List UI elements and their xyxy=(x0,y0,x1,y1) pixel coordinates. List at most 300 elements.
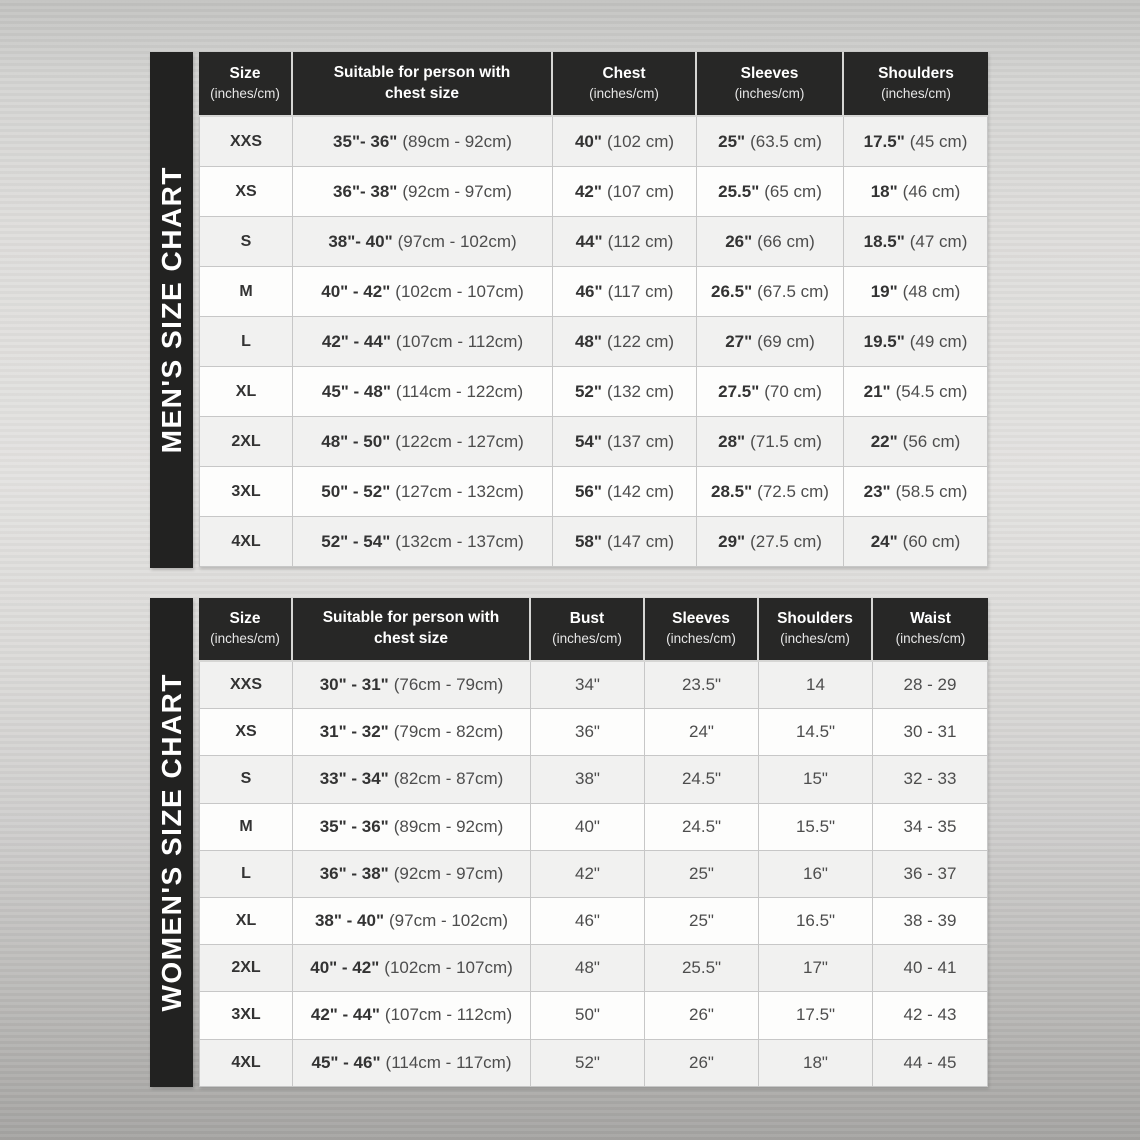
waist-cell xyxy=(873,851,988,898)
suitable-cm: (102cm - 107cm) xyxy=(384,958,513,978)
suitable-cm: (92cm - 97cm) xyxy=(393,863,504,883)
size-value: XS xyxy=(235,723,257,741)
sleeves-inches: 28.5" xyxy=(711,481,753,501)
bust-value: 42" xyxy=(575,863,600,883)
suitable-cell xyxy=(293,662,531,709)
chest-inches: 52" xyxy=(574,381,602,401)
chest-cm: (147 cm) xyxy=(606,531,675,551)
womens-table-header-row xyxy=(199,598,988,662)
size-cell xyxy=(199,662,293,709)
waist-cell xyxy=(873,1040,988,1087)
chest-inches: 48" xyxy=(574,331,602,351)
size-value: S xyxy=(240,770,252,788)
size-cell xyxy=(199,756,293,803)
shoulders-value: 15.5" xyxy=(795,816,836,836)
shoulders-cell xyxy=(844,167,988,217)
chest-inches: 40" xyxy=(574,131,602,151)
shoulders-value: 14 xyxy=(806,675,825,695)
shoulders-cm: (47 cm) xyxy=(909,231,968,251)
shoulders-cell xyxy=(844,417,988,467)
size-value: XS xyxy=(235,182,257,200)
bust-cell xyxy=(531,804,645,851)
size-value: 4XL xyxy=(231,1053,261,1071)
suitable-inches: 36"- 38" xyxy=(333,181,398,201)
waist-cell xyxy=(873,804,988,851)
sleeves-inches: 26.5" xyxy=(711,281,753,301)
suitable-inches: 38" - 40" xyxy=(314,911,384,931)
table-row xyxy=(199,756,988,803)
shoulders-cell xyxy=(844,367,988,417)
header-title: Size xyxy=(229,610,261,628)
shoulders-value: 15" xyxy=(803,769,828,789)
chest-inches: 58" xyxy=(574,531,602,551)
header-cell xyxy=(873,598,988,662)
mens-size-chart-section xyxy=(150,52,988,568)
suitable-cell xyxy=(293,517,553,567)
size-cell xyxy=(199,709,293,756)
shoulders-cm: (56 cm) xyxy=(902,431,961,451)
suitable-cm: (76cm - 79cm) xyxy=(393,675,504,695)
size-value: XL xyxy=(235,382,257,400)
sleeves-value: 26" xyxy=(689,1052,714,1072)
chest-inches: 54" xyxy=(574,431,602,451)
suitable-cell xyxy=(293,167,553,217)
size-value: S xyxy=(240,232,252,250)
bust-value: 48" xyxy=(575,958,600,978)
shoulders-inches: 18" xyxy=(870,181,898,201)
shoulders-cell xyxy=(844,117,988,167)
suitable-cell xyxy=(293,1040,531,1087)
waist-cell xyxy=(873,709,988,756)
shoulders-cell xyxy=(844,217,988,267)
size-value: M xyxy=(239,817,253,835)
shoulders-cm: (48 cm) xyxy=(902,281,961,301)
header-title: Shoulders xyxy=(878,64,954,82)
bust-cell xyxy=(531,756,645,803)
waist-cell xyxy=(873,756,988,803)
size-cell xyxy=(199,992,293,1039)
bust-value: 40" xyxy=(575,816,600,836)
suitable-cm: (114cm - 117cm) xyxy=(385,1052,512,1072)
sleeves-value: 23.5" xyxy=(681,675,722,695)
suitable-cm: (89cm - 92cm) xyxy=(402,131,512,151)
waist-value: 28 - 29 xyxy=(903,675,957,695)
shoulders-value: 16" xyxy=(803,863,828,883)
shoulders-inches: 18.5" xyxy=(863,231,905,251)
shoulders-value: 17" xyxy=(803,958,828,978)
table-row xyxy=(199,367,988,417)
size-value: 3XL xyxy=(231,482,261,500)
sleeves-cell xyxy=(697,517,844,567)
sleeves-cm: (70 cm) xyxy=(764,381,822,401)
table-row xyxy=(199,945,988,992)
table-row xyxy=(199,851,988,898)
sleeves-cell xyxy=(645,1040,759,1087)
table-row xyxy=(199,804,988,851)
shoulders-cell xyxy=(759,898,873,945)
suitable-cm: (127cm - 132cm) xyxy=(395,481,524,501)
waist-cell xyxy=(873,662,988,709)
bust-value: 46" xyxy=(575,911,600,931)
suitable-cm: (82cm - 87cm) xyxy=(393,769,504,789)
bust-cell xyxy=(531,709,645,756)
header-title: Suitable for person with chest size xyxy=(322,609,500,647)
shoulders-value: 18" xyxy=(803,1052,828,1072)
suitable-cell xyxy=(293,756,531,803)
bust-cell xyxy=(531,851,645,898)
chest-cm: (102 cm) xyxy=(606,131,675,151)
size-cell xyxy=(199,851,293,898)
shoulders-value: 14.5" xyxy=(795,722,836,742)
sleeves-cm: (65 cm) xyxy=(764,181,822,201)
table-row xyxy=(199,992,988,1039)
chest-inches: 56" xyxy=(574,481,602,501)
suitable-cell xyxy=(293,217,553,267)
waist-value: 36 - 37 xyxy=(903,863,957,883)
waist-value: 42 - 43 xyxy=(903,1005,957,1025)
shoulders-cell xyxy=(759,804,873,851)
sleeves-cm: (69 cm) xyxy=(757,331,815,351)
chest-cm: (112 cm) xyxy=(607,231,674,251)
shoulders-value: 17.5" xyxy=(795,1005,836,1025)
sleeves-value: 25" xyxy=(689,911,714,931)
shoulders-inches: 17.5" xyxy=(863,131,905,151)
chest-cell xyxy=(553,317,697,367)
table-row xyxy=(199,217,988,267)
bust-value: 52" xyxy=(575,1052,600,1072)
header-title: Suitable for person with chest size xyxy=(333,63,511,102)
bust-cell xyxy=(531,898,645,945)
suitable-inches: 42" - 44" xyxy=(321,331,391,351)
shoulders-cell xyxy=(844,317,988,367)
suitable-cm: (114cm - 122cm) xyxy=(395,381,524,401)
sleeves-cell xyxy=(645,898,759,945)
womens-size-chart-section xyxy=(150,598,988,1087)
shoulders-cm: (54.5 cm) xyxy=(895,381,968,401)
header-cell xyxy=(759,598,873,662)
size-cell xyxy=(199,167,293,217)
sleeves-cell xyxy=(697,367,844,417)
table-row xyxy=(199,1040,988,1087)
header-subtitle: (inches/cm) xyxy=(734,85,805,101)
size-cell xyxy=(199,945,293,992)
suitable-cell xyxy=(293,417,553,467)
chest-inches: 46" xyxy=(575,281,603,301)
suitable-inches: 35" - 36" xyxy=(319,816,389,836)
size-cell xyxy=(199,267,293,317)
table-row xyxy=(199,467,988,517)
chest-cell xyxy=(553,517,697,567)
size-value: L xyxy=(241,332,251,350)
size-value: 2XL xyxy=(231,959,261,977)
suitable-cm: (122cm - 127cm) xyxy=(395,431,524,451)
chest-cm: (107 cm) xyxy=(606,181,675,201)
sleeves-cell xyxy=(697,117,844,167)
chest-cm: (137 cm) xyxy=(606,431,675,451)
suitable-cell xyxy=(293,367,553,417)
suitable-cell xyxy=(293,709,531,756)
sleeves-inches: 25" xyxy=(718,131,746,151)
suitable-inches: 31" - 32" xyxy=(319,722,389,742)
table-row xyxy=(199,662,988,709)
sleeves-value: 26" xyxy=(689,1005,714,1025)
header-subtitle: (inches/cm) xyxy=(589,85,659,101)
header-subtitle: (inches/cm) xyxy=(210,631,280,647)
shoulders-inches: 21" xyxy=(863,381,891,401)
suitable-inches: 52" - 54" xyxy=(321,531,391,551)
suitable-inches: 42" - 44" xyxy=(310,1005,380,1025)
sleeves-cm: (72.5 cm) xyxy=(757,481,829,501)
suitable-inches: 36" - 38" xyxy=(319,863,389,883)
header-title: Sleeves xyxy=(740,64,799,82)
header-subtitle: (inches/cm) xyxy=(780,631,850,647)
womens-size-table xyxy=(199,598,988,1087)
size-cell xyxy=(199,417,293,467)
sleeves-cell xyxy=(697,417,844,467)
suitable-cell xyxy=(293,267,553,317)
suitable-cm: (107cm - 112cm) xyxy=(384,1005,513,1025)
mens-chart-vertical-banner xyxy=(150,52,193,568)
header-title: Sleeves xyxy=(672,610,730,628)
sleeves-cell xyxy=(645,945,759,992)
sleeves-cm: (71.5 cm) xyxy=(750,431,822,451)
shoulders-cm: (45 cm) xyxy=(909,131,968,151)
table-row xyxy=(199,417,988,467)
size-cell xyxy=(199,804,293,851)
header-cell xyxy=(697,52,844,117)
header-subtitle: (inches/cm) xyxy=(895,631,966,647)
header-title: Bust xyxy=(569,610,605,628)
suitable-cell xyxy=(293,851,531,898)
waist-cell xyxy=(873,945,988,992)
header-cell xyxy=(199,52,293,117)
suitable-inches: 45" - 46" xyxy=(311,1052,381,1072)
suitable-cell xyxy=(293,804,531,851)
suitable-cell xyxy=(293,117,553,167)
table-row xyxy=(199,709,988,756)
sleeves-cm: (27.5 cm) xyxy=(750,531,822,551)
shoulders-cell xyxy=(844,467,988,517)
sleeves-value: 25" xyxy=(689,863,714,883)
size-value: L xyxy=(241,864,251,882)
suitable-cell xyxy=(293,945,531,992)
waist-value: 34 - 35 xyxy=(903,816,957,836)
shoulders-cm: (46 cm) xyxy=(902,181,961,201)
size-value: XXS xyxy=(229,676,262,694)
chest-cell xyxy=(553,117,697,167)
suitable-inches: 33" - 34" xyxy=(319,769,389,789)
chest-cell xyxy=(553,417,697,467)
header-subtitle: (inches/cm) xyxy=(881,85,951,101)
mens-chart-title: MEN'S SIZE CHART xyxy=(155,166,187,454)
size-cell xyxy=(199,517,293,567)
suitable-cell xyxy=(293,317,553,367)
shoulders-cm: (60 cm) xyxy=(902,531,961,551)
size-value: 3XL xyxy=(231,1006,261,1024)
suitable-inches: 40" - 42" xyxy=(310,958,380,978)
sleeves-cell xyxy=(645,851,759,898)
mens-table-body xyxy=(199,117,988,567)
size-value: M xyxy=(239,282,253,300)
sleeves-inches: 27.5" xyxy=(718,381,760,401)
shoulders-cell xyxy=(759,662,873,709)
size-cell xyxy=(199,367,293,417)
size-cell xyxy=(199,117,293,167)
size-cell xyxy=(199,467,293,517)
shoulders-cm: (58.5 cm) xyxy=(895,481,968,501)
shoulders-cell xyxy=(759,756,873,803)
chest-cell xyxy=(553,367,697,417)
suitable-inches: 50" - 52" xyxy=(321,481,391,501)
suitable-cm: (97cm - 102cm) xyxy=(397,231,517,251)
suitable-inches: 30" - 31" xyxy=(319,675,389,695)
header-cell xyxy=(645,598,759,662)
size-value: 2XL xyxy=(231,432,261,450)
waist-value: 40 - 41 xyxy=(903,958,957,978)
mens-size-table xyxy=(199,52,988,567)
size-cell xyxy=(199,1040,293,1087)
sleeves-cm: (63.5 cm) xyxy=(750,131,822,151)
shoulders-cell xyxy=(759,709,873,756)
shoulders-cell xyxy=(759,945,873,992)
header-cell xyxy=(531,598,645,662)
size-value: XL xyxy=(235,912,257,930)
sleeves-inches: 25.5" xyxy=(718,181,760,201)
chest-cm: (142 cm) xyxy=(606,481,675,501)
shoulders-cell xyxy=(759,1040,873,1087)
shoulders-inches: 19" xyxy=(870,281,898,301)
mens-table-header-row xyxy=(199,52,988,117)
suitable-cell xyxy=(293,992,531,1039)
sleeves-value: 25.5" xyxy=(681,958,722,978)
womens-chart-vertical-banner xyxy=(150,598,193,1087)
bust-value: 38" xyxy=(575,769,600,789)
size-value: 4XL xyxy=(231,532,261,550)
sleeves-cell xyxy=(697,217,844,267)
chest-cell xyxy=(553,167,697,217)
suitable-cell xyxy=(293,898,531,945)
bust-cell xyxy=(531,992,645,1039)
suitable-cm: (97cm - 102cm) xyxy=(389,911,509,931)
header-subtitle: (inches/cm) xyxy=(552,631,622,647)
table-row xyxy=(199,267,988,317)
size-cell xyxy=(199,317,293,367)
sleeves-inches: 26" xyxy=(725,231,753,251)
suitable-inches: 48" - 50" xyxy=(321,431,391,451)
chest-inches: 42" xyxy=(574,181,602,201)
chest-inches: 44" xyxy=(575,231,603,251)
waist-value: 44 - 45 xyxy=(903,1052,957,1072)
waist-value: 32 - 33 xyxy=(903,769,957,789)
waist-value: 30 - 31 xyxy=(903,722,957,742)
table-row xyxy=(199,317,988,367)
sleeves-value: 24.5" xyxy=(681,816,722,836)
waist-cell xyxy=(873,898,988,945)
sleeves-inches: 27" xyxy=(725,331,753,351)
shoulders-inches: 19.5" xyxy=(863,331,905,351)
suitable-cm: (92cm - 97cm) xyxy=(402,181,512,201)
shoulders-inches: 22" xyxy=(870,431,898,451)
header-subtitle: (inches/cm) xyxy=(210,85,280,101)
sleeves-cm: (67.5 cm) xyxy=(757,281,829,301)
shoulders-cell xyxy=(844,517,988,567)
sleeves-cell xyxy=(645,709,759,756)
suitable-cm: (79cm - 82cm) xyxy=(393,722,504,742)
suitable-cm: (107cm - 112cm) xyxy=(395,331,524,351)
shoulders-cm: (49 cm) xyxy=(909,331,968,351)
waist-cell xyxy=(873,992,988,1039)
table-row xyxy=(199,898,988,945)
header-cell xyxy=(293,52,553,117)
header-title: Waist xyxy=(910,610,951,628)
sleeves-cell xyxy=(645,662,759,709)
shoulders-cell xyxy=(759,851,873,898)
size-cell xyxy=(199,898,293,945)
bust-value: 50" xyxy=(575,1005,600,1025)
waist-value: 38 - 39 xyxy=(903,911,957,931)
sleeves-cell xyxy=(697,467,844,517)
sleeves-cell xyxy=(697,267,844,317)
chest-cm: (132 cm) xyxy=(606,381,675,401)
bust-value: 36" xyxy=(575,722,600,742)
header-title: Size xyxy=(229,64,261,82)
shoulders-value: 16.5" xyxy=(795,911,836,931)
sleeves-value: 24.5" xyxy=(681,769,722,789)
chest-cm: (117 cm) xyxy=(607,281,674,301)
chest-cm: (122 cm) xyxy=(606,331,675,351)
suitable-inches: 35"- 36" xyxy=(333,131,398,151)
sleeves-cell xyxy=(645,756,759,803)
size-cell xyxy=(199,217,293,267)
suitable-cell xyxy=(293,467,553,517)
sleeves-cell xyxy=(645,992,759,1039)
sleeves-value: 24" xyxy=(689,722,714,742)
header-title: Chest xyxy=(602,64,646,82)
suitable-inches: 45" - 48" xyxy=(321,381,391,401)
bust-cell xyxy=(531,945,645,992)
chest-cell xyxy=(553,267,697,317)
womens-chart-title: WOMEN'S SIZE CHART xyxy=(155,673,187,1012)
sleeves-inches: 28" xyxy=(718,431,746,451)
header-title: Shoulders xyxy=(777,610,853,628)
header-cell xyxy=(553,52,697,117)
bust-cell xyxy=(531,1040,645,1087)
sleeves-cell xyxy=(697,317,844,367)
shoulders-cell xyxy=(759,992,873,1039)
header-cell xyxy=(199,598,293,662)
size-value: XXS xyxy=(229,132,262,150)
shoulders-cell xyxy=(844,267,988,317)
womens-table-body xyxy=(199,662,988,1087)
sleeves-cell xyxy=(697,167,844,217)
bust-cell xyxy=(531,662,645,709)
header-cell xyxy=(844,52,988,117)
suitable-cm: (102cm - 107cm) xyxy=(395,281,524,301)
table-row xyxy=(199,117,988,167)
chest-cell xyxy=(553,217,697,267)
bust-value: 34" xyxy=(575,675,600,695)
shoulders-inches: 24" xyxy=(870,531,898,551)
sleeves-cm: (66 cm) xyxy=(757,231,815,251)
table-row xyxy=(199,167,988,217)
suitable-inches: 40" - 42" xyxy=(321,281,391,301)
header-cell xyxy=(293,598,531,662)
suitable-inches: 38"- 40" xyxy=(328,231,393,251)
table-row xyxy=(199,517,988,567)
sleeves-inches: 29" xyxy=(718,531,746,551)
chest-cell xyxy=(553,467,697,517)
header-subtitle: (inches/cm) xyxy=(666,631,736,647)
